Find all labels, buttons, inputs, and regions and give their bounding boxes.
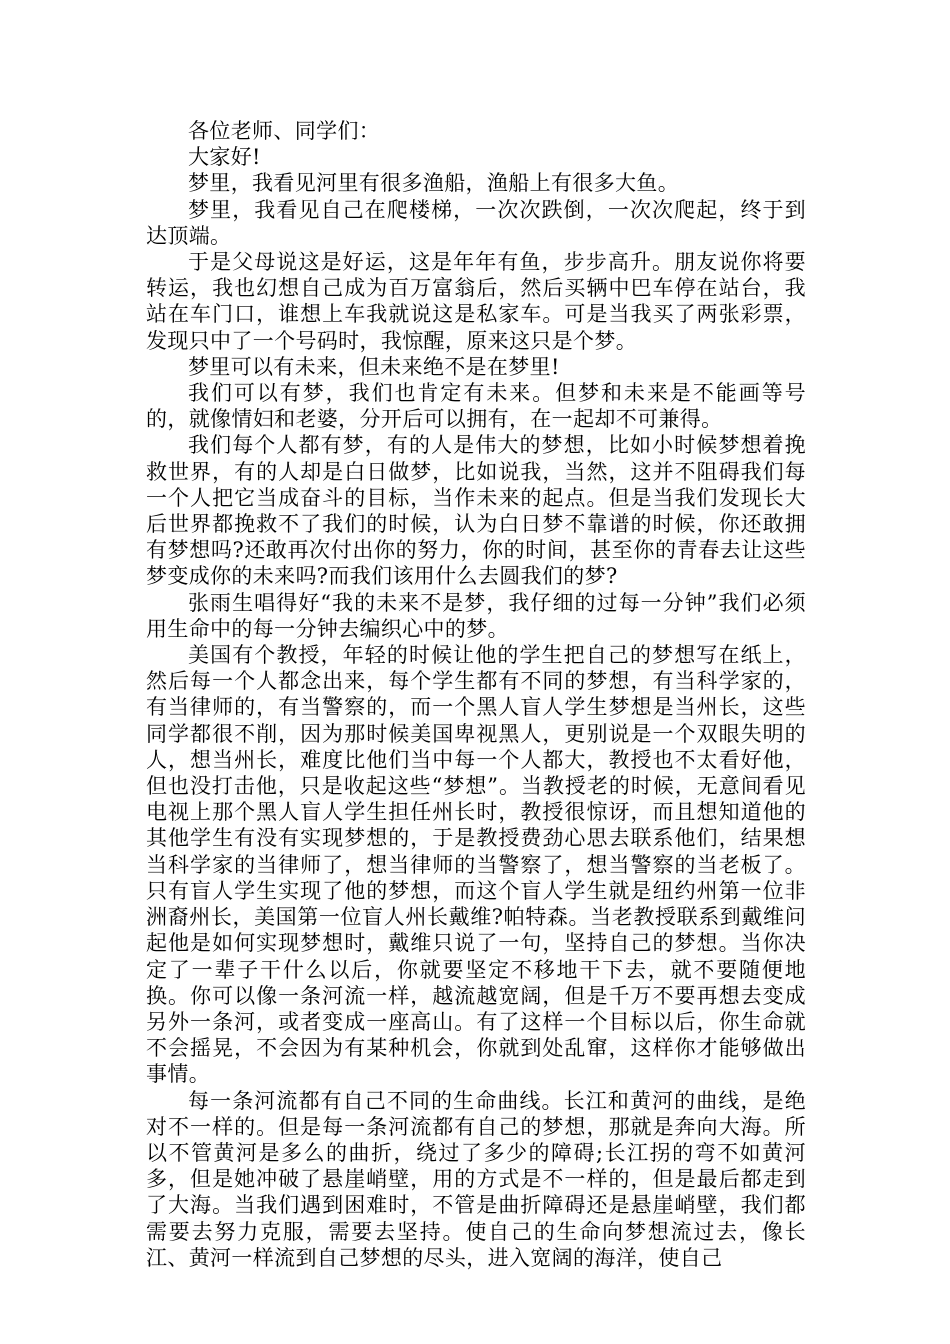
paragraph-lottery: 于是父母说这是好运，这是年年有鱼，步步高升。朋友说你将要转运，我也幻想自己成为百万富翁后，然后买辆中巴车停在站台，我站在车门口，谁想上车我就说这是私家车。可是当我买了两张彩票，发现只中了一个号码时，我惊醒，原来这只是个梦。 (146, 250, 806, 353)
paragraph-future-not-in-dream: 梦里可以有未来，但未来绝不是在梦里! (188, 354, 560, 379)
paragraph-rivers: 每一条河流都有自己不同的生命曲线。长江和黄河的曲线，是绝对不一样的。但是每一条河流都有自己的梦想，那就是奔向大海。所以不管黄河是多么的曲折，绕过了多少的障碍;长江拐的弯不如黄河多，但是她冲破了悬崖峭壁，用的方式是不一样的，但是最后都走到了大海。当我们遇到困难时，不管是曲折障碍还是悬崖峭壁，我们都需要去努力克服，需要去坚持。使自己的生命向梦想流过去，像长江、黄河一样流到自己梦想的尽头，进入宽阔的海洋，使自己 (146, 1088, 806, 1270)
greeting: 大家好! (188, 145, 261, 170)
paragraph-dream-boats: 梦里，我看见河里有很多渔船，渔船上有很多大鱼。 (188, 171, 680, 196)
speech-body (146, 118, 806, 1271)
paragraph-dream-stairs: 梦里，我看见自己在爬楼梯，一次次跌倒，一次次爬起，终于到达顶端。 (146, 197, 806, 248)
salutation: 各位老师、同学们： (188, 119, 381, 143)
paragraph-zhang-yusheng: 张雨生唱得好“我的未来不是梦，我仔细的过每一分钟”我们必须用生命中的每一分钟去编织心中的梦。 (146, 590, 806, 641)
paragraph-everyone-has-dreams: 我们每个人都有梦，有的人是伟大的梦想，比如小时候梦想着挽救世界，有的人却是白日做梦，比如说我，当然，这并不阻碍我们每一个人把它当成奋斗的目标，当作未来的起点。但是当我们发现长大后世界都挽救不了我们的时候，认为白日梦不靠谱的时候，你还敢拥有梦想吗?还敢再次付出你的努力，你的时间，甚至你的青春去让这些梦变成你的未来吗?而我们该用什么去圆我们的梦? (146, 433, 806, 589)
paragraph-professor-story: 美国有个教授，年轻的时候让他的学生把自己的梦想写在纸上，然后每一个人都念出来，每个学生都有不同的梦想，有当科学家的，有当律师的，有当警察的，而一个黑人盲人学生梦想是当州长，这些同学都很不削，因为那时候美国卑视黑人，更别说是一个双眼失明的人，想当州长，难度比他们当中每一个人都大，教授也不太看好他，但也没打击他，只是收起这些“梦想”。当教授老的时候，无意间看见电视上那个黑人盲人学生担任州长时，教授很惊讶，而且想知道他的其他学生有没有实现梦想的，于是教授费劲心思去联系他们，结果想当科学家的当律师了，想当律师的当警察了，想当警察的当老板了。只有盲人学生实现了他的梦想，而这个盲人学生就是纽约州第一位非洲裔州长，美国第一位盲人州长戴维?帕特森。当老教授联系到戴维问起他是如何实现梦想时，戴维只说了一句，坚持自己的梦想。当你决定了一辈子干什么以后，你就要坚定不移地干下去，就不要随便地换。你可以像一条河流一样，越流越宽阔，但是千万不要再想去变成另外一条河，或者变成一座高山。有了这样一个目标以后，你生命就不会摇晃，不会因为有某种机会，你就到处乱窜，这样你才能够做出事情。 (146, 643, 806, 1087)
paragraph-dream-and-future: 我们可以有梦，我们也肯定有未来。但梦和未来是不能画等号的，就像情妇和老婆，分开后可以拥有，在一起却不可兼得。 (146, 381, 806, 432)
